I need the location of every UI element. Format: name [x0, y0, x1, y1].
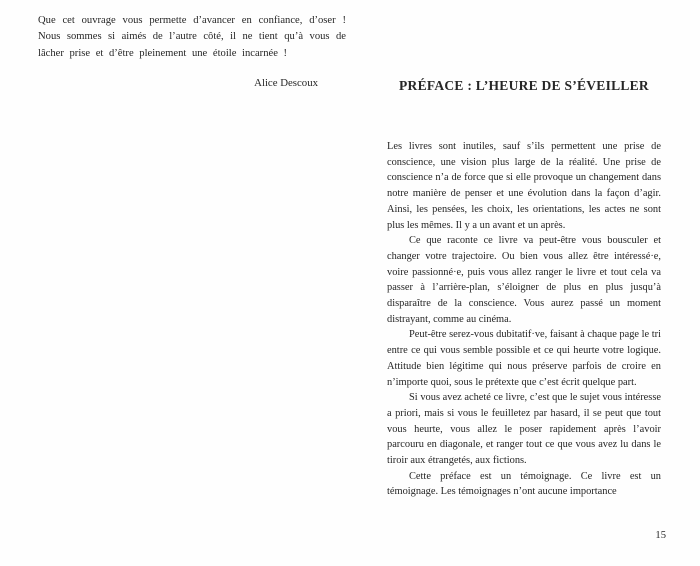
page-number: 15 — [655, 530, 666, 541]
left-page — [38, 13, 346, 91]
left-page-paragraph: Que cet ouvrage vous permette d’avancer en confiance, d’oser ! Nous sommes si aimés de l’autre côté, il ne tient qu’à vous de lâcher prise et d’être pleinement une étoile incarnée ! — [38, 15, 346, 59]
preface-paragraph: Peut-être serez-vous dubitatif·ve, faisant à chaque page le tri entre ce qui vous semble possible et ce qui heurte votre logique. Attitude bien légitime qui nous préserve parfois de croire en n’importe quoi, sous le prétexte que c’est écrit quelque part. — [387, 329, 661, 388]
author-attribution: Alice Descoux — [254, 77, 318, 90]
right-page — [387, 78, 661, 500]
preface-heading: PRÉFACE : L’HEURE DE S’ÉVEILLER — [399, 78, 649, 93]
preface-paragraph: Si vous avez acheté ce livre, c’est que le sujet vous intéresse a priori, mais si vous le feuilletez par hasard, il se peut que tout vous heurte, vous allez le poser rapidement après l’avoir parcouru en diagonale, et ranger tout ce que vous avez lu dans le tiroir aux étrangetés, aux fictions. — [387, 392, 661, 467]
preface-paragraph: Cette préface est un témoignage. Ce livre est un témoignage. Les témoignages n’ont aucune importance — [387, 470, 661, 498]
preface-paragraph: Ce que raconte ce livre va peut-être vous bousculer et changer votre trajectoire. Ou bien vous allez être intéressé·e, voire passionné·e, puis vous allez ranger le livre et tout cela va passer à l’arrière-plan, s’éloigner de plus en plus jusqu’à disparaître de la conscience. Vous aurez passé un moment distrayant, comme au cinéma. — [387, 235, 661, 325]
preface-paragraph: Les livres sont inutiles, sauf s’ils permettent une prise de conscience, une vision plus large de la réalité. Une prise de conscience n’a de force que si elle provoque un changement dans notre manière de penser et une évolution dans la façon d’agir. Ainsi, les pensées, les choix, les orientations, les actes ne sont plus les mêmes. Il y a un avant et un après. — [387, 141, 661, 231]
preface-body — [387, 139, 661, 500]
